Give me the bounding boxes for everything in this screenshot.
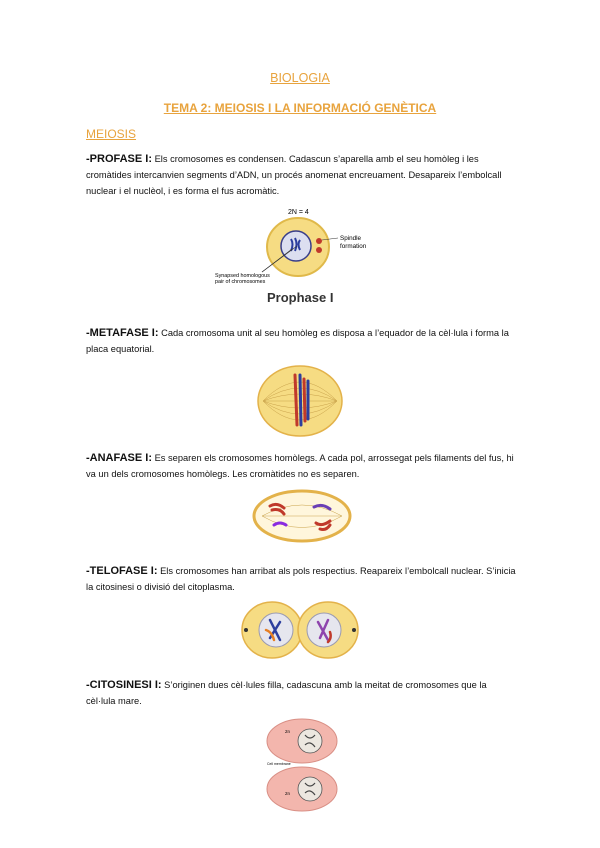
doc-subtitle: TEMA 2: MEIOSIS I LA INFORMACIÓ GENÈTICA: [163, 101, 437, 115]
metaphase-label: -METAFASE I:: [86, 327, 159, 339]
anaphase-text: Es separen els cromosomes homòlegs. A cada pol, arrossegat pels filaments del fus, hi va un dels cromosomes homòlegs. Les cromàtides no es separen.: [86, 453, 514, 480]
prophase-label: -PROFASE I:: [86, 153, 153, 165]
cytokinesis-text: S’originen dues cèl·lules filla, cadascuna amb la meitat de cromosomes que la cèl·lula mare.: [86, 680, 487, 707]
prophase-paragraph: [86, 151, 516, 200]
doc-title: BIOLOGIA: [270, 71, 330, 85]
telophase-figure: [240, 600, 360, 660]
telophase-label: -TELOFASE I:: [86, 565, 158, 577]
spindle-label-1: Spindle: [340, 235, 362, 242]
telophase-text: Els cromosomes han arribat als pols respectius. Reapareix l’embolcall nuclear. S’inicia la citosinesi o divisió del citoplasma.: [86, 566, 516, 593]
telophase-paragraph: [86, 563, 516, 595]
metaphase-paragraph: [86, 325, 516, 357]
cytokinesis-label: -CITOSINESI I:: [86, 679, 162, 691]
prophase-figure: [200, 202, 370, 307]
spindle-label-2: formation: [340, 243, 367, 250]
anaphase-paragraph: [86, 450, 516, 482]
section-heading: MEIOSIS: [86, 127, 137, 141]
cytokinesis-figure: [265, 717, 340, 813]
pair-label-1: Synapsed homologous: [215, 273, 270, 279]
ploidy-label: 2N = 4: [288, 209, 309, 216]
anaphase-label: -ANAFASE I:: [86, 452, 152, 464]
anaphase-figure: [252, 489, 352, 544]
metaphase-text: Cada cromosoma unit al seu homòleg es disposa a l’equador de la cèl·lula i forma la placa equatorial.: [86, 328, 509, 355]
prophase-text: Els cromosomes es condensen. Cadascun s’aparella amb el seu homòleg i les cromàtides intercanvien segments d’ADN, un procés anomenat encreuament. Desapareix l’embolcall nuclear i el nuclèol, i es forma el fus acromàtic.: [86, 154, 502, 197]
nucleus-label-top: 2n: [285, 729, 291, 734]
figure-caption: Prophase I: [267, 290, 334, 305]
metaphase-figure: [255, 363, 345, 439]
nucleus-label-bottom: 2n: [285, 791, 291, 796]
pair-label-2: pair of chromosomes: [215, 279, 266, 285]
cytokinesis-paragraph: [86, 677, 516, 709]
membrane-label: Cell membrane: [267, 762, 291, 766]
